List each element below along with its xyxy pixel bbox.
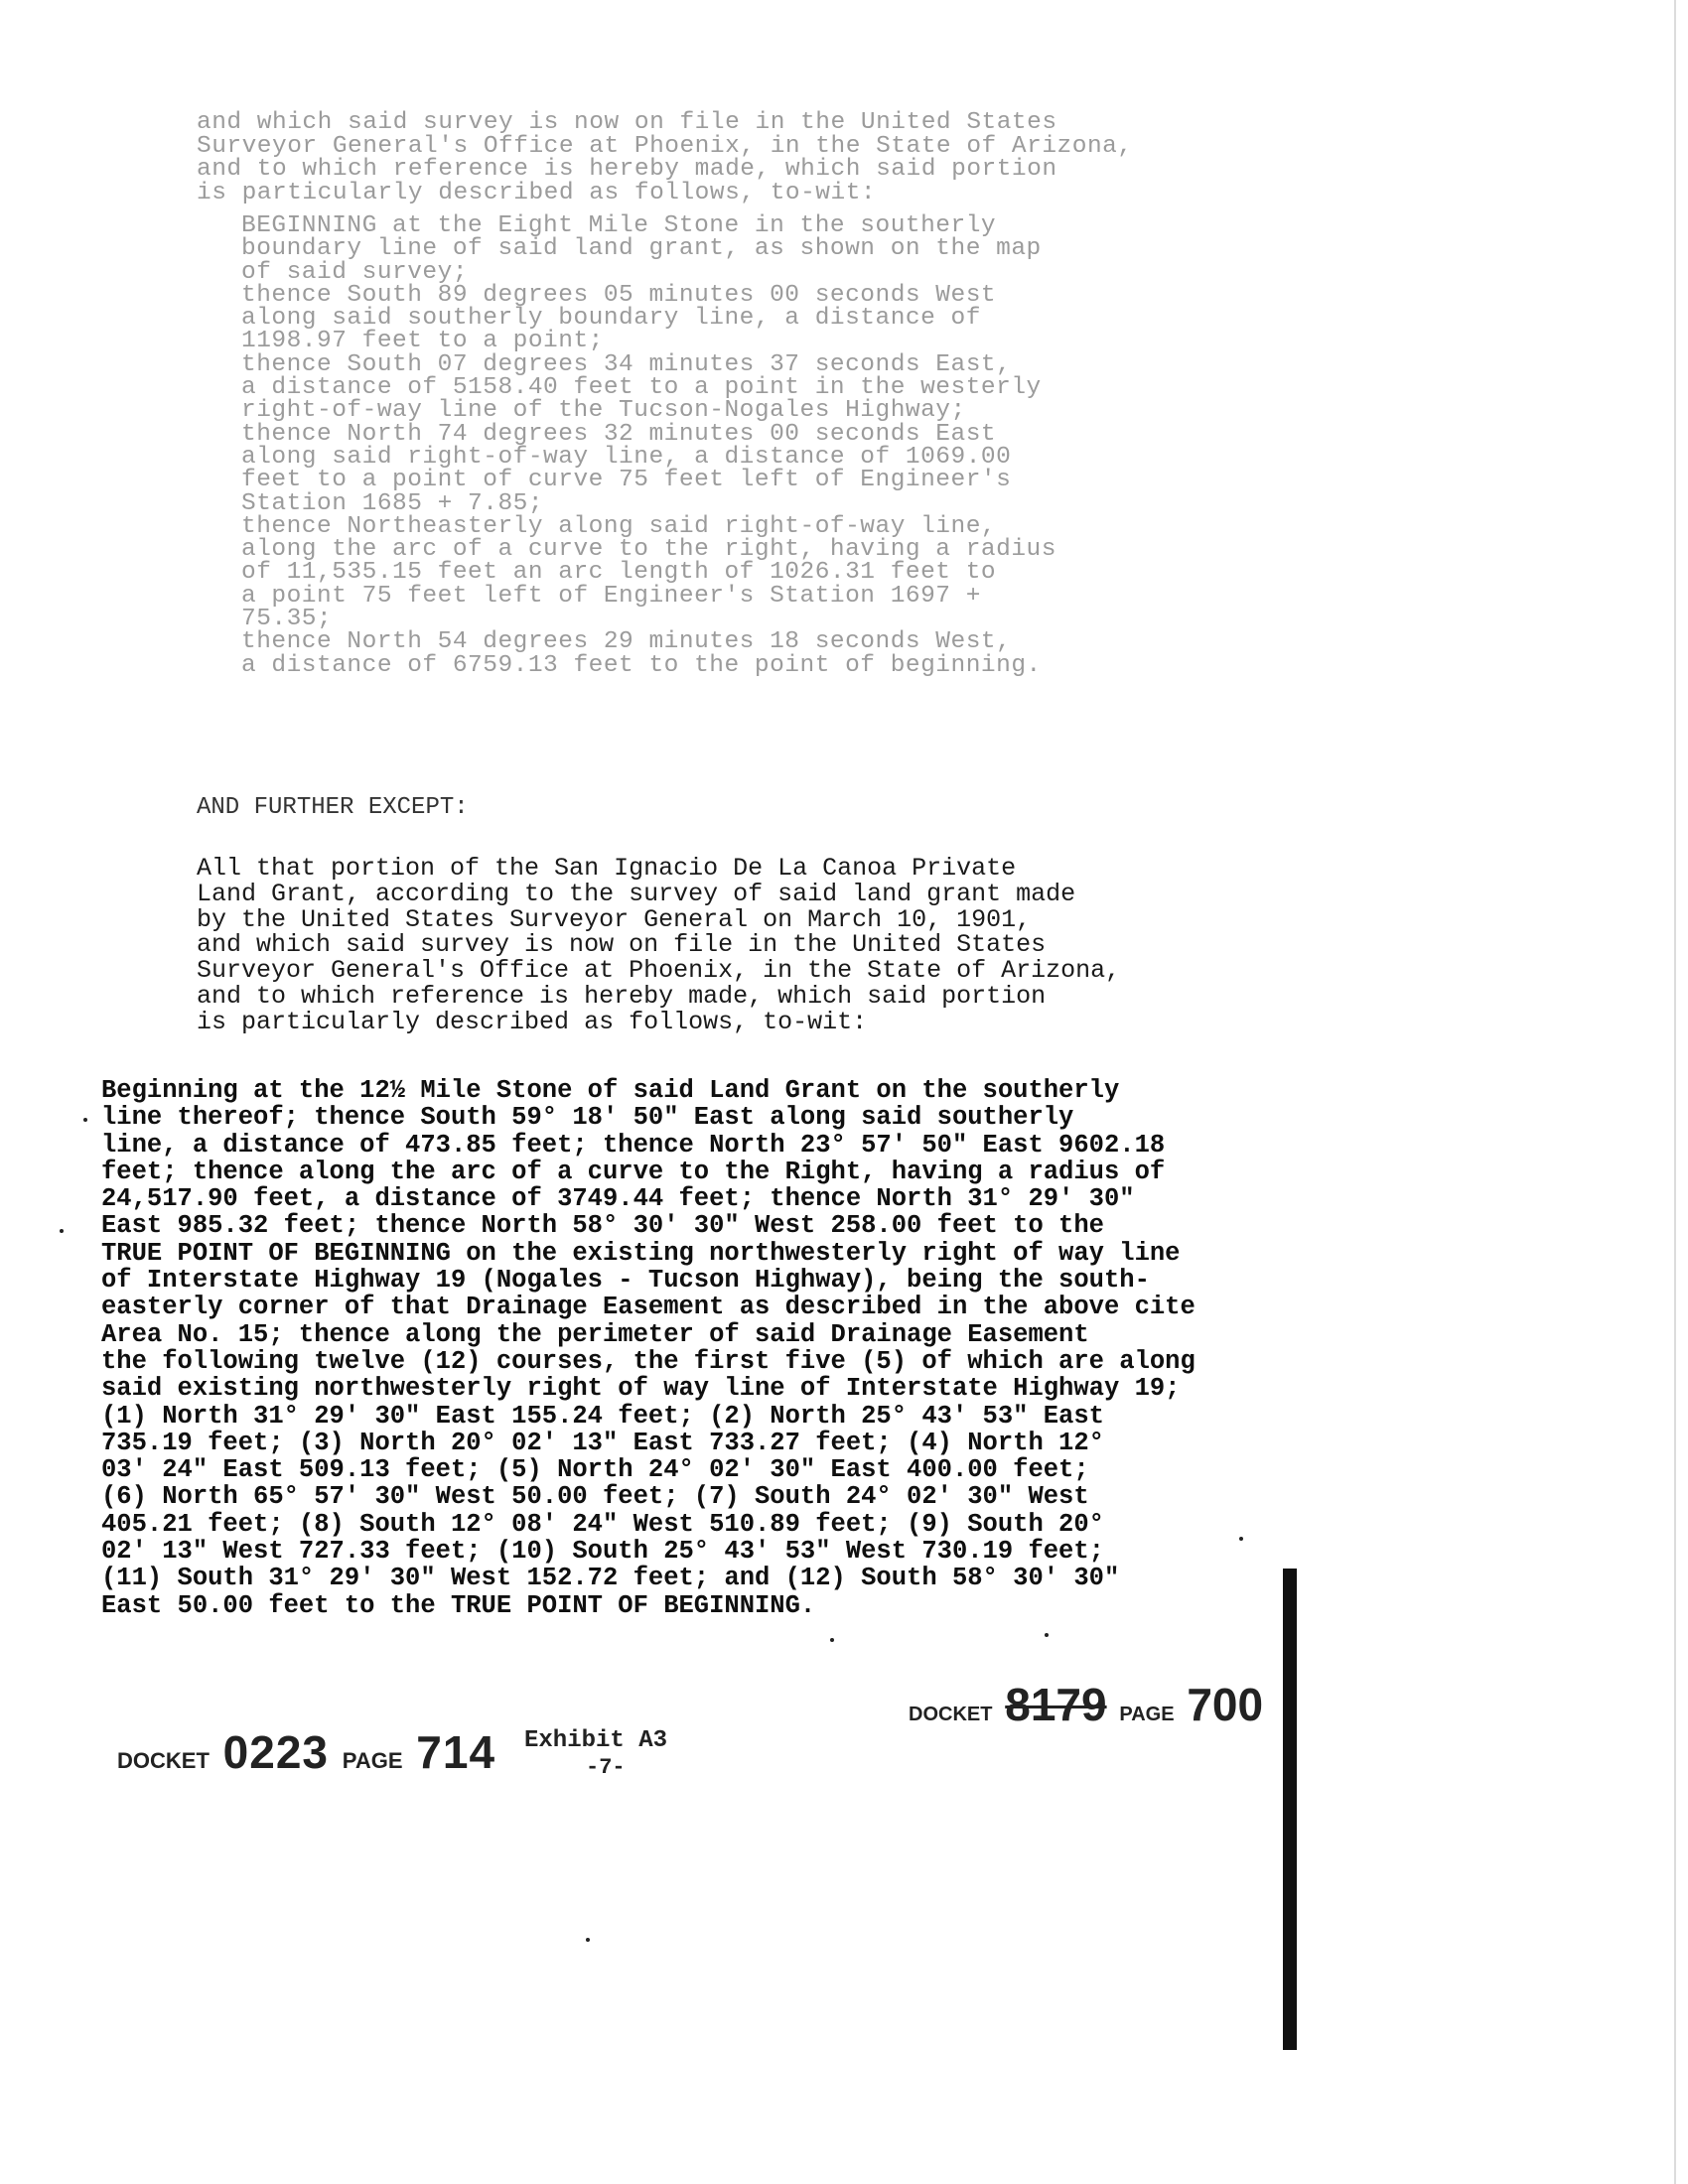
page-number: -7- [586, 1755, 626, 1780]
docket-number: 0223 [222, 1726, 330, 1778]
speck-mark [830, 1638, 834, 1642]
docket-page: 714 [416, 1726, 496, 1778]
speck-mark [586, 1938, 590, 1942]
page-label: PAGE [342, 1748, 403, 1773]
speck-mark [83, 1118, 87, 1122]
docket-stamp-left [117, 1725, 495, 1779]
docket-label: DOCKET [909, 1704, 993, 1725]
docket-label: DOCKET [117, 1748, 210, 1773]
docket-stamp-right [909, 1678, 1263, 1731]
faded-survey-paragraph: and which said survey is now on file in the United States Surveyor General's Office at Phoenix, in the State of Arizona, and to which reference is hereby made, which said portion is particularly described as follows, to-wit: [197, 109, 1133, 206]
further-except-heading: AND FURTHER EXCEPT: [197, 794, 469, 821]
land-grant-paragraph: All that portion of the San Ignacio De La Canoa Private Land Grant, according to the survey of said land grant made by the United States Surveyor General on March 10, 1901, and which said survey is now on file in the United States Surveyor General's Office at Phoenix, in the State of Arizona, and to which reference is hereby made, which said portion is particularly described as follows, to-wit: [197, 854, 1121, 1036]
speck-mark [1239, 1537, 1243, 1541]
page-label: PAGE [1119, 1704, 1175, 1725]
legal-description: Beginning at the 12½ Mile Stone of said Land Grant on the southerly line thereof; thence South 59° 18' 50" East along said southerly line, a distance of 473.85 feet; thence North 23° 57' 50" East 9602.18 feet; thence along the arc of a curve to the Right, having a radius of 24,517.90 feet, a distance of 3749.44 feet; thence North 31° 29' 30" East 985.32 feet; thence North 58° 30' 30" West 258.00 feet to the TRUE POINT OF BEGINNING on the existing northwesterly right of way line of Interstate Highway 19 (Nogales - Tucson Highway), being the south- easterly corner of that Drainage Easement as described in the above cite Area No. 15; thence along the perimeter of said Drainage Easement the following twelve (12) courses, the first five (5) of which are along said existing northwesterly right of way line of Interstate Highway 19; (1) North 31° 29' 30" East 155.24 feet; (2) North 25° 43' 53" East 735.19 feet; (3) North 20° 02' 13" East 733.27 feet; (4) North 12° 03' 24" East 509.13 feet; (5) North 24° 02' 30" East 400.00 feet; (6) North 65° 57' 30" West 50.00 feet; (7) South 24° 02' 30" West 405.21 feet; (8) South 12° 08' 24" West 510.89 feet; (9) South 20° 02' 13" West 727.33 feet; (10) South 25° 43' 53" West 730.19 feet; (11) South 31° 29' 30" West 152.72 feet; and (12) South 58° 30' 30" East 50.00 feet to the TRUE POINT OF BEGINNING. [101, 1076, 1196, 1620]
docket-number: 8179 [1005, 1679, 1107, 1730]
faded-metes-and-bounds: BEGINNING at the Eight Mile Stone in the southerly boundary line of said land grant, as shown on the map of said survey; thence South 89 degrees 05 minutes 00 seconds West along said southerly boundary line, a distance of 1198.97 feet to a point; thence South 07 degrees 34 minutes 37 seconds East, a distance of 5158.40 feet to a point in the westerly right-of-way line of the Tucson-Nogales Highway; thence North 74 degrees 32 minutes 00 seconds East along said right-of-way line, a distance of 1069.00 feet to a point of curve 75 feet left of Engineer's Station 1685 + 7.85; thence Northeasterly along said right-of-way line, along the arc of a curve to the right, having a radius of 11,535.15 feet an arc length of 1026.31 feet to a point 75 feet left of Engineer's Station 1697 + 75.35; thence North 54 degrees 29 minutes 18 seconds West, a distance of 6759.13 feet to the point of beginning. [241, 212, 1056, 679]
page-edge-line [1674, 0, 1676, 2184]
exhibit-label: Exhibit A3 [524, 1727, 668, 1754]
speck-mark [60, 1229, 64, 1233]
speck-mark [1045, 1633, 1049, 1637]
docket-page: 700 [1187, 1679, 1264, 1730]
margin-scan-bar [1283, 1569, 1297, 2050]
